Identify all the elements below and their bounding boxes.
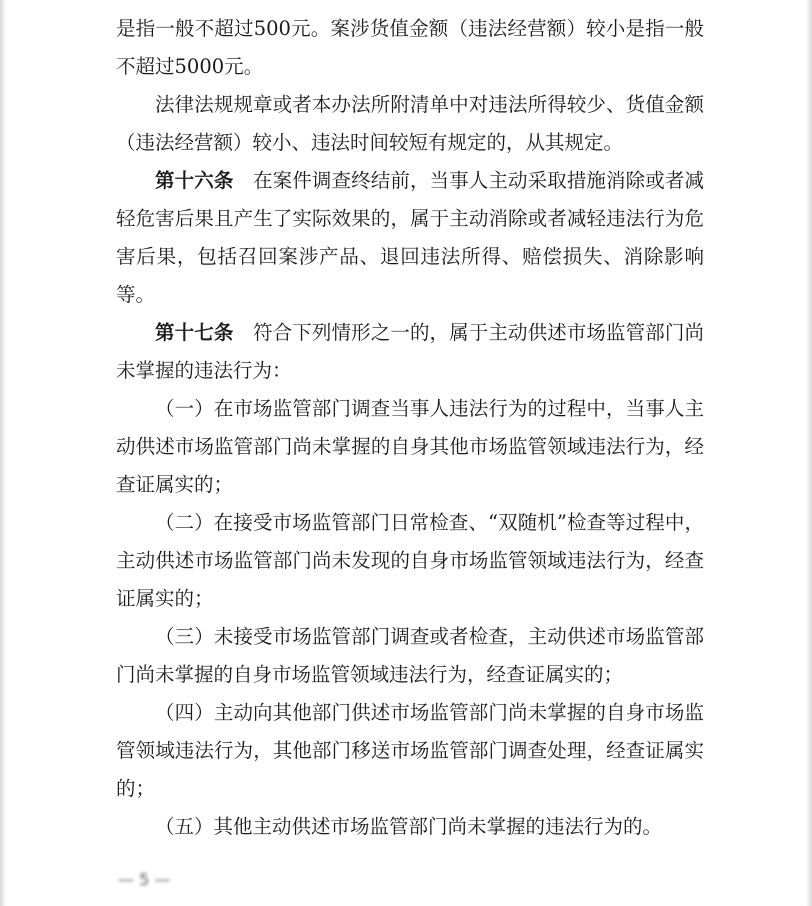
paragraph-text: 法律法规规章或者本办法所附清单中对违法所得较少、货值金额（违法经营额）较小、违法时间较短有规定的，从其规定。 [116,93,704,154]
paragraph-text: （五）其他主动供述市场监管部门尚未掌握的违法行为的。 [155,815,663,838]
paragraph-1 [116,10,704,86]
list-item-3 [116,618,704,694]
paragraph-text: 是指一般不超过500元。案涉货值金额（违法经营额）较小是指一般不超过5000元。 [116,17,704,78]
paragraph-text: （四）主动向其他部门供述市场监管部门尚未掌握的自身市场监管领域违法行为，其他部门移送市场监管部门调查处理，经查证属实的； [116,701,704,800]
page-number: — 5 — [118,870,171,889]
article-17-heading: 第十七条 [155,321,234,344]
list-item-1 [116,390,704,504]
article-16-heading: 第十六条 [155,169,234,192]
paragraph-text: （一）在市场监管部门调查当事人违法行为的过程中，当事人主动供述市场监管部门尚未掌握的自身其他市场监管领域违法行为，经查证属实的； [116,397,704,496]
list-item-5 [116,808,704,846]
page-shadow-left [0,0,6,906]
document-body [116,10,704,846]
page-shadow-right [806,0,812,906]
article-17 [116,314,704,390]
paragraph-text: （二）在接受市场监管部门日常检查、“双随机”检查等过程中，主动供述市场监管部门尚未发现的自身市场监管领域违法行为，经查证属实的； [116,511,704,610]
list-item-4 [116,694,704,808]
paragraph-2 [116,86,704,162]
list-item-2 [116,504,704,618]
article-16 [116,162,704,314]
paragraph-text: （三）未接受市场监管部门调查或者检查，主动供述市场监管部门尚未掌握的自身市场监管领域违法行为，经查证属实的； [116,625,704,686]
paragraph-text: 在案件调查终结前，当事人主动采取措施消除或者减轻危害后果且产生了实际效果的，属于主动消除或者减轻违法行为危害后果，包括召回案涉产品、退回违法所得、赔偿损失、消除影响等。 [116,169,704,306]
paragraph-text: 符合下列情形之一的，属于主动供述市场监管部门尚未掌握的违法行为： [116,321,704,382]
